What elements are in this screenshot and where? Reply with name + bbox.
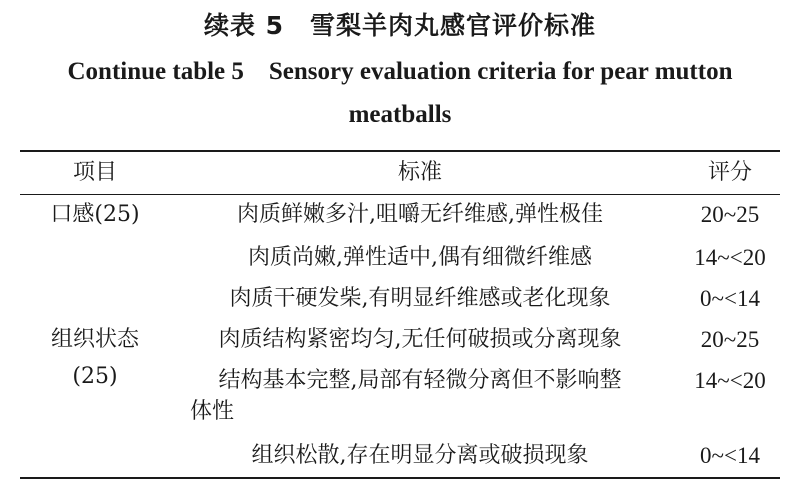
criteria-cell: 组织松散,存在明显分离或破损现象 [251, 443, 589, 468]
table-bottom-rule [20, 477, 780, 479]
column-header-item: 项目 [72, 160, 117, 185]
column-header-score: 评分 [707, 160, 752, 185]
category-taste: 口感(25) [50, 202, 140, 227]
criteria-cell: 结构基本完整,局部有轻微分离但不影响整 [218, 368, 622, 393]
score-cell: 0~<14 [700, 443, 760, 468]
criteria-cell: 肉质尚嫩,弹性适中,偶有细微纤维感 [248, 245, 592, 270]
criteria-cell: 肉质鲜嫩多汁,咀嚼无纤维感,弹性极佳 [237, 202, 603, 227]
score-cell: 14~<20 [694, 245, 766, 270]
criteria-cell: 肉质结构紧密均匀,无任何破损或分离现象 [218, 327, 622, 352]
column-header-criteria: 标准 [397, 160, 442, 185]
category-texture: 组织状态 [50, 327, 139, 352]
table-top-rule [20, 150, 780, 152]
score-cell: 0~<14 [700, 286, 760, 311]
score-cell: 20~25 [700, 327, 760, 352]
table-caption-english: Continue table 5 Sensory evaluation criteria for pear mutton meatballs [67, 58, 733, 128]
criteria-cell: 肉质干硬发柴,有明显纤维感或老化现象 [229, 286, 611, 311]
table-header-rule [20, 194, 780, 195]
score-cell: 14~<20 [694, 368, 766, 393]
category-texture-score: (25) [72, 364, 118, 389]
score-cell: 20~25 [700, 202, 760, 227]
criteria-cell-continuation: 体性 [190, 399, 235, 424]
table-caption-chinese: 续表 5 雪梨羊肉丸感官评价标准 [203, 11, 597, 40]
